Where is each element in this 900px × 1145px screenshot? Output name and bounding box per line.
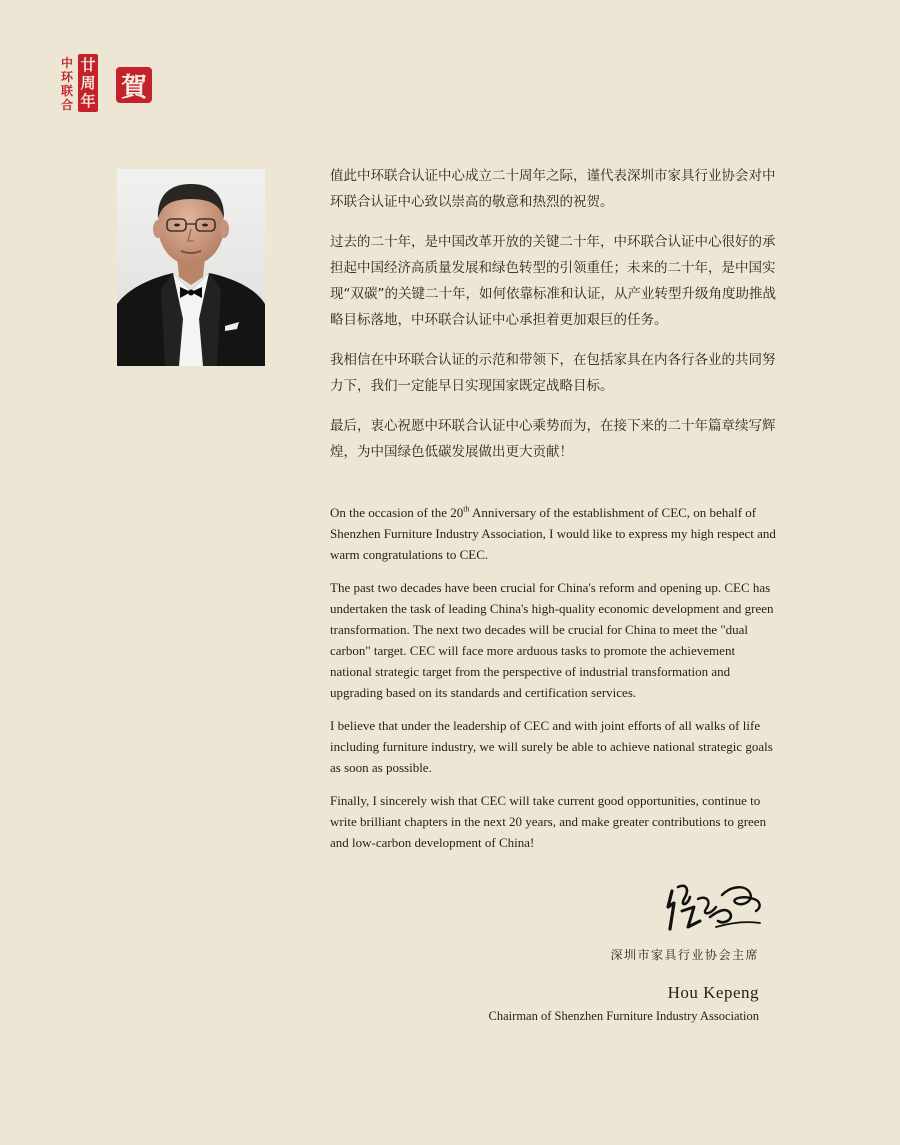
- ordinal-superscript: th: [463, 504, 470, 514]
- chinese-paragraph: 值此中环联合认证中心成立二十周年之际，谨代表深圳市家具行业协会对中环联合认证中心致以崇高的敬意和热烈的祝贺。: [330, 168, 776, 210]
- signatory-name: Hou Kepeng: [667, 983, 759, 1002]
- anniversary-seal-char: 年: [80, 92, 96, 110]
- chinese-paragraph: 我相信在中环联合认证的示范和带领下，在包括家具在内各行各业的共同努力下，我们一定能早日实现国家既定战略目标。: [330, 352, 776, 394]
- chinese-paragraph: 过去的二十年，是中国改革开放的关键二十年，中环联合认证中心很好的承担起中国经济高质量发展和绿色转型的引领重任；未来的二十年，是中国实现“双碳”的关键二十年，如何依靠标准和认证，从产业转型升级角度助推战略目标落地，中环联合认证中心承担着更加艰巨的任务。: [330, 234, 776, 328]
- chinese-paragraph: 最后，衷心祝愿中环联合认证中心乘势而为，在接下来的二十年篇章续写辉煌，为中国绿色低碳发展做出更大贡献！: [330, 418, 776, 460]
- anniversary-seal-char: 廿: [80, 56, 96, 74]
- english-paragraph: [330, 502, 780, 565]
- signatory-title-english: Chairman of Shenzhen Furniture Industry Association: [488, 1009, 759, 1023]
- portrait-photo: [117, 169, 265, 366]
- signatory-title-chinese: 深圳市家具行业协会主席: [610, 948, 759, 962]
- english-paragraph: Finally, I sincerely wish that CEC will take current good opportunities, continue to write brilliant chapters in the next 20 years, and make greater contributions to green and low-carbon development of China!: [330, 793, 767, 850]
- seal-organization-text: 中环联合: [60, 56, 73, 112]
- handwritten-signature: [660, 877, 770, 937]
- portrait-illustration: [117, 169, 265, 366]
- letter-body-chinese: [330, 163, 778, 479]
- congratulations-seal: 賀: [116, 67, 152, 103]
- english-paragraph: The past two decades have been crucial for China's reform and opening up. CEC has undertaken the task of leading China's high-quality economic development and green transformation. The next two decades will be crucial for China to meet the "dual carbon" target. CEC will face more arduous tasks to promote the achievement national strategic target from the perspective of industrial transformation and upgrading based on its standards and certification services.: [330, 580, 774, 700]
- english-paragraph-text: On the occasion of the 20: [330, 505, 464, 520]
- anniversary-seal: [78, 54, 98, 112]
- anniversary-seal-char: 周: [80, 74, 96, 92]
- letter-body-english: [330, 502, 780, 865]
- english-paragraph-text: Anniversary of the establishment of CEC, on behalf of Shenzhen Furniture Industry Association, I would like to express my high respect and warm congratulations to CEC.: [330, 505, 776, 562]
- english-paragraph: I believe that under the leadership of CEC and with joint efforts of all walks of life including furniture industry, we will surely be able to achieve national strategic goals as soon as possible.: [330, 718, 773, 775]
